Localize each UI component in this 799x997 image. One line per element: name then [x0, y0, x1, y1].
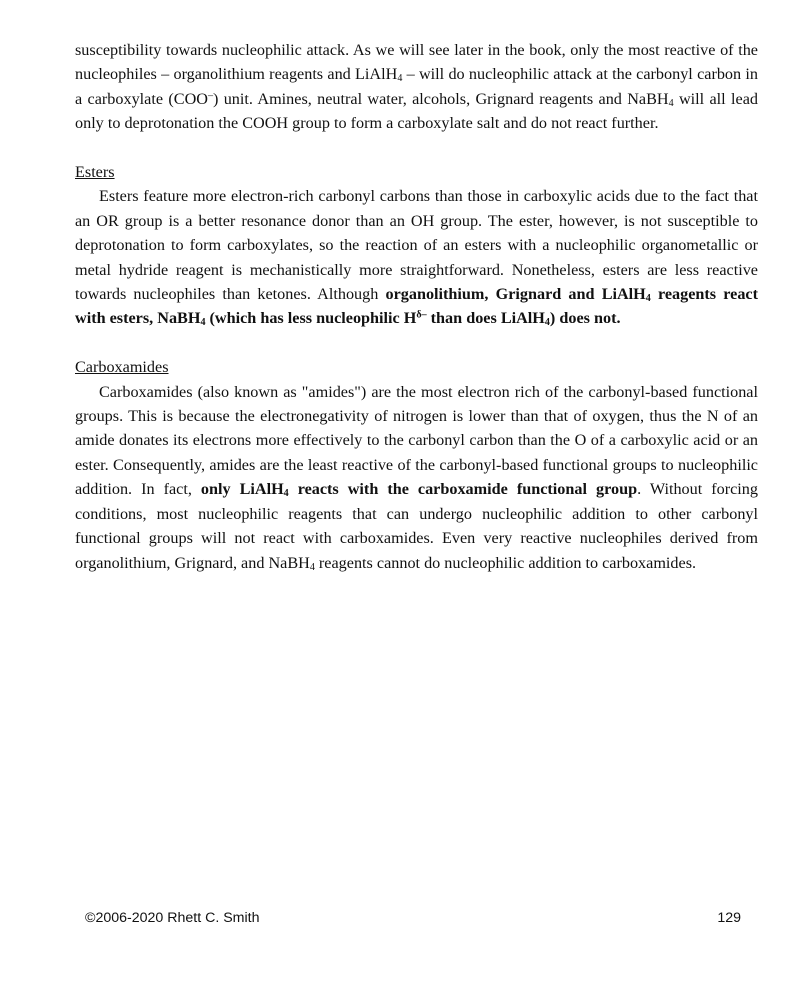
bold-text: reacts with the carboxamide functional group	[288, 480, 638, 499]
bold-text: organolithium, Grignard and LiAlH	[385, 285, 646, 304]
bold-text: (which has less nucleophilic H	[205, 309, 417, 328]
page-number: 129	[717, 910, 741, 926]
bold-text: than does LiAlH	[426, 309, 545, 328]
bold-text: only LiAlH	[200, 480, 284, 499]
subscript: 4	[397, 73, 403, 85]
subscript: 4	[645, 293, 651, 305]
intro-text-2: – will do nucleophilic attack at the carbonyl carbon in a carboxylate (COO	[75, 65, 758, 108]
bold-text: reagents react with esters, NaBH	[75, 285, 758, 328]
page-body	[75, 38, 758, 575]
carboxamides-bold-statement	[201, 480, 637, 498]
superscript: –	[207, 90, 213, 102]
intro-text-4: will all lead only to deprotonation the COOH group to form a carboxylate salt and do not react further.	[75, 89, 758, 133]
paragraph-spacer	[75, 136, 758, 160]
subscript: 4	[200, 317, 206, 329]
subscript: 4	[668, 98, 674, 110]
esters-paragraph	[75, 184, 758, 330]
subscript: 4	[283, 488, 289, 500]
esters-heading: Esters	[75, 163, 115, 182]
bold-text: ) does not.	[549, 309, 621, 328]
carboxamides-text-1: Carboxamides (also known as "amides") are the most electron rich of the carbonyl-based functional groups. This is because the electronegativity of nitrogen is lower than that of oxygen, thus the N of an amide donates its electrons more effectively to the carbonyl carbon than the O of a carboxylic acid or an ester. Consequently, amides are the least reactive of the carbonyl-based functional groups to nucleophilic addition. In fact,	[75, 382, 758, 499]
esters-text: Esters feature more electron-rich carbonyl carbons than those in carboxylic acids due to the fact that an OR group is a better resonance donor than an OH group. The ester, however, is not susceptible to deprotonation to form carboxylates, so the reaction of an esters with a nucleophilic organometallic or metal hydride reagent is mechanistically more straightforward. Nonetheless, esters are less reactive towards nucleophiles than ketones. Although	[75, 187, 758, 304]
copyright-notice: ©2006-2020 Rhett C. Smith	[85, 910, 260, 926]
carboxamides-heading: Carboxamides	[75, 358, 169, 377]
intro-text-1: susceptibility towards nucleophilic attack. As we will see later in the book, only the most reactive of the nucleophiles – organolithium reagents and LiAlH	[75, 41, 758, 84]
superscript: δ–	[416, 309, 427, 321]
subscript: 4	[544, 317, 550, 329]
carboxamides-text-2: . Without forcing conditions, most nucleophilic reagents that can undergo nucleophilic addition to other carbonyl functional groups will not react with carboxamides. Even very reactive nucleophiles derived from organolithium, Grignard, and NaBH	[75, 480, 758, 572]
intro-paragraph	[75, 38, 758, 136]
carboxamides-text-3: reagents cannot do nucleophilic addition to carboxamides.	[314, 553, 697, 572]
subscript: 4	[309, 561, 315, 573]
intro-text-3: ) unit. Amines, neutral water, alcohols, Grignard reagents and NaBH	[212, 89, 669, 108]
carboxamides-paragraph	[75, 380, 758, 575]
paragraph-spacer	[75, 331, 758, 355]
